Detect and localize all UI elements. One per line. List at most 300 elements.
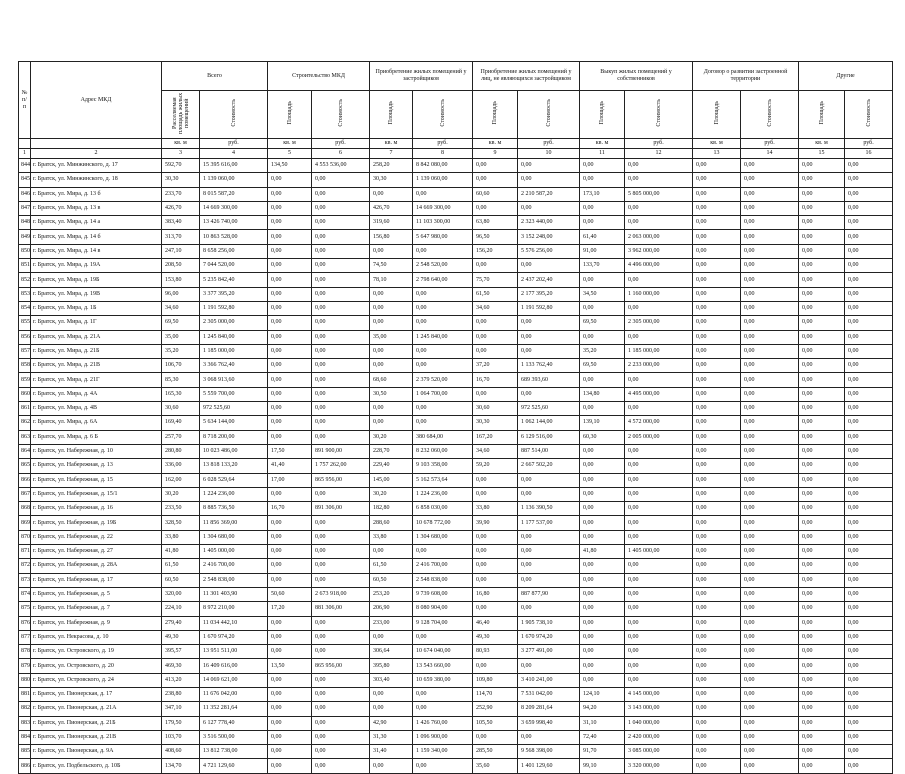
value-cell: 0,00 bbox=[312, 301, 370, 315]
row-number: 846 bbox=[19, 187, 31, 201]
value-cell: 145,00 bbox=[370, 473, 413, 487]
value-cell: 0,00 bbox=[799, 416, 845, 430]
value-cell: 0,00 bbox=[799, 444, 845, 458]
value-cell: 17,20 bbox=[268, 602, 312, 616]
value-cell: 4 721 129,60 bbox=[200, 759, 268, 773]
value-cell: 0,00 bbox=[625, 673, 693, 687]
value-cell: 0,00 bbox=[741, 745, 799, 759]
value-cell: 0,00 bbox=[845, 344, 893, 358]
header-address: Адрес МКД bbox=[31, 62, 162, 139]
table-row bbox=[19, 716, 893, 730]
value-cell: 9 103 358,00 bbox=[413, 459, 473, 473]
value-cell: 1 139 060,00 bbox=[200, 173, 268, 187]
address-cell: г. Братск, ул. Мира, д. 13 в bbox=[31, 201, 162, 215]
value-cell: 0,00 bbox=[580, 159, 625, 173]
value-cell: 0,00 bbox=[312, 230, 370, 244]
row-number: 880 bbox=[19, 673, 31, 687]
value-cell: 0,00 bbox=[693, 187, 741, 201]
value-cell: 3 410 241,00 bbox=[518, 673, 580, 687]
value-cell: 0,00 bbox=[518, 316, 580, 330]
row-number: 848 bbox=[19, 216, 31, 230]
header-cost: Стоимость bbox=[625, 91, 693, 139]
value-cell: 257,70 bbox=[162, 430, 200, 444]
table-row bbox=[19, 287, 893, 301]
value-cell: 3 068 913,60 bbox=[200, 373, 268, 387]
value-cell: 4 553 536,00 bbox=[312, 159, 370, 173]
value-cell: 0,00 bbox=[370, 344, 413, 358]
address-cell: г. Братск, ул. Мира, д. 1Б bbox=[31, 301, 162, 315]
unit-rub: руб. bbox=[845, 139, 893, 149]
value-cell: 7 531 042,00 bbox=[518, 687, 580, 701]
value-cell: 0,00 bbox=[693, 430, 741, 444]
value-cell: 0,00 bbox=[518, 473, 580, 487]
value-cell: 0,00 bbox=[312, 630, 370, 644]
value-cell: 3 143 000,00 bbox=[625, 702, 693, 716]
value-cell: 0,00 bbox=[799, 587, 845, 601]
value-cell: 0,00 bbox=[518, 573, 580, 587]
table-row bbox=[19, 173, 893, 187]
value-cell: 2 673 918,00 bbox=[312, 587, 370, 601]
value-cell: 0,00 bbox=[580, 573, 625, 587]
value-cell: 0,00 bbox=[799, 344, 845, 358]
address-cell: г. Братск, ул. Мира, д. 21А bbox=[31, 330, 162, 344]
value-cell: 0,00 bbox=[693, 516, 741, 530]
address-cell: г. Братск, ул. Мира, д. 1Г bbox=[31, 316, 162, 330]
value-cell: 288,60 bbox=[370, 516, 413, 530]
value-cell: 1 133 762,40 bbox=[518, 359, 580, 373]
value-cell: 2 379 520,00 bbox=[413, 373, 473, 387]
value-cell: 891 306,00 bbox=[312, 502, 370, 516]
value-cell: 0,00 bbox=[625, 473, 693, 487]
value-cell: 60,60 bbox=[473, 187, 518, 201]
value-cell: 5 162 573,64 bbox=[413, 473, 473, 487]
value-cell: 0,00 bbox=[693, 487, 741, 501]
value-cell: 134,50 bbox=[268, 159, 312, 173]
value-cell: 0,00 bbox=[799, 216, 845, 230]
value-cell: 228,70 bbox=[370, 444, 413, 458]
value-cell: 6 127 778,40 bbox=[200, 716, 268, 730]
value-cell: 0,00 bbox=[845, 387, 893, 401]
value-cell: 61,50 bbox=[162, 559, 200, 573]
mkd-table bbox=[18, 61, 893, 774]
value-cell: 0,00 bbox=[312, 330, 370, 344]
address-cell: г. Братск, ул. Подбельского, д. 10Б bbox=[31, 759, 162, 773]
value-cell: 0,00 bbox=[741, 173, 799, 187]
value-cell: 0,00 bbox=[693, 659, 741, 673]
value-cell: 0,00 bbox=[799, 545, 845, 559]
value-cell: 0,00 bbox=[741, 230, 799, 244]
address-cell: г. Братск, ул. Набережная, д. 9 bbox=[31, 616, 162, 630]
value-cell: 105,50 bbox=[473, 716, 518, 730]
value-cell: 0,00 bbox=[268, 259, 312, 273]
value-cell: 0,00 bbox=[518, 259, 580, 273]
value-cell: 1 040 000,00 bbox=[625, 716, 693, 730]
value-cell: 0,00 bbox=[845, 402, 893, 416]
value-cell: 11 301 403,90 bbox=[200, 587, 268, 601]
value-cell: 59,20 bbox=[473, 459, 518, 473]
unit-cell bbox=[31, 139, 162, 149]
value-cell: 35,00 bbox=[370, 330, 413, 344]
table-row bbox=[19, 673, 893, 687]
value-cell: 156,20 bbox=[473, 244, 518, 258]
value-cell: 229,40 bbox=[370, 459, 413, 473]
value-cell: 0,00 bbox=[741, 659, 799, 673]
row-number: 883 bbox=[19, 716, 31, 730]
address-cell: г. Братск, ул. Островского, д. 20 bbox=[31, 659, 162, 673]
table-row bbox=[19, 201, 893, 215]
value-cell: 156,80 bbox=[370, 230, 413, 244]
value-cell: 0,00 bbox=[845, 459, 893, 473]
header-area: Площадь bbox=[268, 91, 312, 139]
table-row bbox=[19, 187, 893, 201]
unit-area: кв. м bbox=[580, 139, 625, 149]
unit-area: кв. м bbox=[799, 139, 845, 149]
value-cell: 0,00 bbox=[845, 216, 893, 230]
value-cell: 0,00 bbox=[741, 301, 799, 315]
value-cell: 0,00 bbox=[413, 630, 473, 644]
value-cell: 0,00 bbox=[268, 616, 312, 630]
table-row bbox=[19, 459, 893, 473]
value-cell: 320,00 bbox=[162, 587, 200, 601]
value-cell: 0,00 bbox=[268, 402, 312, 416]
row-number: 865 bbox=[19, 459, 31, 473]
address-cell: г. Братск, ул. Набережная, д. 10 bbox=[31, 444, 162, 458]
address-cell: г. Братск, ул. Набережная, д. 16 bbox=[31, 502, 162, 516]
value-cell: 887 514,00 bbox=[518, 444, 580, 458]
header-group-development: Договор о развитии застроенной территории bbox=[693, 62, 799, 91]
value-cell: 0,00 bbox=[845, 273, 893, 287]
value-cell: 31,30 bbox=[370, 730, 413, 744]
table-row bbox=[19, 530, 893, 544]
value-cell: 8 658 256,00 bbox=[200, 244, 268, 258]
value-cell: 0,00 bbox=[312, 559, 370, 573]
value-cell: 0,00 bbox=[580, 673, 625, 687]
value-cell: 35,20 bbox=[162, 344, 200, 358]
value-cell: 0,00 bbox=[268, 745, 312, 759]
value-cell: 0,00 bbox=[741, 587, 799, 601]
unit-area: кв. м bbox=[268, 139, 312, 149]
value-cell: 10 863 528,00 bbox=[200, 230, 268, 244]
value-cell: 0,00 bbox=[741, 259, 799, 273]
value-cell: 0,00 bbox=[580, 487, 625, 501]
value-cell: 1 160 000,00 bbox=[625, 287, 693, 301]
value-cell: 1 224 236,00 bbox=[200, 487, 268, 501]
value-cell: 0,00 bbox=[693, 545, 741, 559]
value-cell: 0,00 bbox=[693, 359, 741, 373]
value-cell: 0,00 bbox=[625, 587, 693, 601]
value-cell: 328,50 bbox=[162, 516, 200, 530]
value-cell: 0,00 bbox=[625, 201, 693, 215]
value-cell: 103,70 bbox=[162, 730, 200, 744]
value-cell: 69,50 bbox=[162, 316, 200, 330]
value-cell: 96,00 bbox=[162, 287, 200, 301]
value-cell: 280,80 bbox=[162, 444, 200, 458]
value-cell: 17,50 bbox=[268, 444, 312, 458]
col-num: 13 bbox=[693, 149, 741, 159]
value-cell: 0,00 bbox=[413, 344, 473, 358]
value-cell: 0,00 bbox=[518, 387, 580, 401]
value-cell: 33,80 bbox=[370, 530, 413, 544]
table-row bbox=[19, 273, 893, 287]
value-cell: 1 096 900,00 bbox=[413, 730, 473, 744]
value-cell: 0,00 bbox=[370, 287, 413, 301]
value-cell: 0,00 bbox=[845, 159, 893, 173]
value-cell: 0,00 bbox=[741, 502, 799, 516]
value-cell: 0,00 bbox=[741, 187, 799, 201]
value-cell: 0,00 bbox=[268, 530, 312, 544]
value-cell: 0,00 bbox=[845, 687, 893, 701]
value-cell: 0,00 bbox=[693, 444, 741, 458]
value-cell: 0,00 bbox=[370, 687, 413, 701]
value-cell: 0,00 bbox=[580, 402, 625, 416]
value-cell: 258,20 bbox=[370, 159, 413, 173]
value-cell: 8 232 060,00 bbox=[413, 444, 473, 458]
value-cell: 208,50 bbox=[162, 259, 200, 273]
value-cell: 0,00 bbox=[370, 316, 413, 330]
value-cell: 0,00 bbox=[473, 159, 518, 173]
value-cell: 0,00 bbox=[845, 316, 893, 330]
col-num: 9 bbox=[473, 149, 518, 159]
value-cell: 34,50 bbox=[580, 287, 625, 301]
value-cell: 3 516 500,00 bbox=[200, 730, 268, 744]
value-cell: 469,30 bbox=[162, 659, 200, 673]
value-cell: 0,00 bbox=[741, 359, 799, 373]
table-row bbox=[19, 545, 893, 559]
value-cell: 0,00 bbox=[845, 473, 893, 487]
value-cell: 99,10 bbox=[580, 759, 625, 773]
value-cell: 0,00 bbox=[799, 187, 845, 201]
value-cell: 0,00 bbox=[312, 645, 370, 659]
value-cell: 0,00 bbox=[799, 301, 845, 315]
value-cell: 0,00 bbox=[799, 645, 845, 659]
value-cell: 0,00 bbox=[693, 716, 741, 730]
value-cell: 0,00 bbox=[799, 230, 845, 244]
unit-rub: руб. bbox=[413, 139, 473, 149]
value-cell: 0,00 bbox=[741, 244, 799, 258]
value-cell: 887 877,90 bbox=[518, 587, 580, 601]
value-cell: 0,00 bbox=[413, 244, 473, 258]
value-cell: 11 856 369,00 bbox=[200, 516, 268, 530]
header-row-num: № п/п bbox=[19, 62, 31, 139]
value-cell: 0,00 bbox=[741, 273, 799, 287]
value-cell: 6 858 030,00 bbox=[413, 502, 473, 516]
value-cell: 0,00 bbox=[693, 573, 741, 587]
value-cell: 16 409 616,00 bbox=[200, 659, 268, 673]
value-cell: 2 548 838,00 bbox=[413, 573, 473, 587]
value-cell: 0,00 bbox=[268, 687, 312, 701]
address-cell: г. Братск, ул. Мира, д. 21Б bbox=[31, 344, 162, 358]
col-num: 5 bbox=[268, 149, 312, 159]
value-cell: 0,00 bbox=[580, 559, 625, 573]
value-cell: 0,00 bbox=[741, 430, 799, 444]
value-cell: 0,00 bbox=[268, 187, 312, 201]
value-cell: 46,40 bbox=[473, 616, 518, 630]
value-cell: 3 320 000,00 bbox=[625, 759, 693, 773]
value-cell: 380 684,00 bbox=[413, 430, 473, 444]
value-cell: 3 152 248,00 bbox=[518, 230, 580, 244]
value-cell: 252,90 bbox=[473, 702, 518, 716]
value-cell: 0,00 bbox=[741, 459, 799, 473]
value-cell: 8 209 281,64 bbox=[518, 702, 580, 716]
header-area: Площадь bbox=[799, 91, 845, 139]
value-cell: 0,00 bbox=[741, 545, 799, 559]
value-cell: 139,10 bbox=[580, 416, 625, 430]
row-number: 861 bbox=[19, 402, 31, 416]
value-cell: 0,00 bbox=[268, 516, 312, 530]
table-row bbox=[19, 416, 893, 430]
value-cell: 0,00 bbox=[312, 216, 370, 230]
value-cell: 0,00 bbox=[799, 745, 845, 759]
table-row bbox=[19, 587, 893, 601]
value-cell: 0,00 bbox=[741, 487, 799, 501]
col-num: 16 bbox=[845, 149, 893, 159]
value-cell: 2 005 000,00 bbox=[625, 430, 693, 444]
value-cell: 1 159 340,00 bbox=[413, 745, 473, 759]
value-cell: 0,00 bbox=[693, 387, 741, 401]
value-cell: 167,20 bbox=[473, 430, 518, 444]
value-cell: 0,00 bbox=[268, 673, 312, 687]
address-cell: г. Братск, ул. Пионерская, д. 17 bbox=[31, 687, 162, 701]
value-cell: 8 080 904,00 bbox=[413, 602, 473, 616]
value-cell: 0,00 bbox=[580, 301, 625, 315]
row-number: 867 bbox=[19, 487, 31, 501]
unit-rub: руб. bbox=[741, 139, 799, 149]
value-cell: 0,00 bbox=[625, 616, 693, 630]
value-cell: 0,00 bbox=[370, 759, 413, 773]
value-cell: 0,00 bbox=[799, 716, 845, 730]
value-cell: 1 304 680,00 bbox=[413, 530, 473, 544]
header-cost: Стоимость bbox=[312, 91, 370, 139]
value-cell: 30,50 bbox=[370, 387, 413, 401]
value-cell: 0,00 bbox=[625, 659, 693, 673]
value-cell: 0,00 bbox=[741, 616, 799, 630]
value-cell: 0,00 bbox=[312, 730, 370, 744]
value-cell: 33,80 bbox=[473, 502, 518, 516]
address-cell: г. Братск, ул. Мира, д. 14 б bbox=[31, 230, 162, 244]
value-cell: 2 416 700,00 bbox=[413, 559, 473, 573]
unit-rub: руб. bbox=[312, 139, 370, 149]
row-number: 859 bbox=[19, 373, 31, 387]
value-cell: 0,00 bbox=[693, 730, 741, 744]
value-cell: 30,20 bbox=[370, 430, 413, 444]
header-group-buyout: Выкуп жилых помещений у собственников bbox=[580, 62, 693, 91]
table-row bbox=[19, 430, 893, 444]
value-cell: 0,00 bbox=[312, 530, 370, 544]
value-cell: 0,00 bbox=[799, 730, 845, 744]
value-cell: 279,40 bbox=[162, 616, 200, 630]
value-cell: 0,00 bbox=[268, 416, 312, 430]
table-row bbox=[19, 387, 893, 401]
value-cell: 0,00 bbox=[741, 730, 799, 744]
value-cell: 0,00 bbox=[312, 687, 370, 701]
value-cell: 0,00 bbox=[693, 216, 741, 230]
value-cell: 0,00 bbox=[741, 444, 799, 458]
value-cell: 4 572 000,00 bbox=[625, 416, 693, 430]
value-cell: 0,00 bbox=[268, 201, 312, 215]
value-cell: 9 128 704,00 bbox=[413, 616, 473, 630]
value-cell: 0,00 bbox=[413, 545, 473, 559]
value-cell: 0,00 bbox=[799, 473, 845, 487]
value-cell: 0,00 bbox=[741, 702, 799, 716]
value-cell: 0,00 bbox=[799, 244, 845, 258]
address-cell: г. Братск, ул. Набережная, д. 13 bbox=[31, 459, 162, 473]
value-cell: 1 062 144,00 bbox=[518, 416, 580, 430]
value-cell: 0,00 bbox=[312, 259, 370, 273]
value-cell: 39,90 bbox=[473, 516, 518, 530]
value-cell: 0,00 bbox=[518, 344, 580, 358]
value-cell: 72,40 bbox=[580, 730, 625, 744]
value-cell: 0,00 bbox=[693, 273, 741, 287]
address-cell: г. Братск, ул. Мира, д. 6А bbox=[31, 416, 162, 430]
value-cell: 0,00 bbox=[473, 530, 518, 544]
value-cell: 0,00 bbox=[741, 530, 799, 544]
value-cell: 303,40 bbox=[370, 673, 413, 687]
value-cell: 0,00 bbox=[580, 645, 625, 659]
value-cell: 0,00 bbox=[845, 244, 893, 258]
value-cell: 306,64 bbox=[370, 645, 413, 659]
value-cell: 0,00 bbox=[799, 487, 845, 501]
value-cell: 30,30 bbox=[162, 173, 200, 187]
header-group-other: Другие bbox=[799, 62, 893, 91]
value-cell: 0,00 bbox=[580, 530, 625, 544]
value-cell: 0,00 bbox=[693, 159, 741, 173]
value-cell: 13 426 740,00 bbox=[200, 216, 268, 230]
value-cell: 2 305 000,00 bbox=[200, 316, 268, 330]
value-cell: 9 739 608,00 bbox=[413, 587, 473, 601]
value-cell: 0,00 bbox=[625, 273, 693, 287]
value-cell: 0,00 bbox=[370, 402, 413, 416]
value-cell: 0,00 bbox=[799, 687, 845, 701]
value-cell: 0,00 bbox=[741, 759, 799, 773]
value-cell: 0,00 bbox=[473, 602, 518, 616]
value-cell: 0,00 bbox=[473, 473, 518, 487]
table-row bbox=[19, 759, 893, 773]
value-cell: 865 956,00 bbox=[312, 659, 370, 673]
value-cell: 30,60 bbox=[162, 402, 200, 416]
value-cell: 61,40 bbox=[580, 230, 625, 244]
value-cell: 2 233 000,00 bbox=[625, 359, 693, 373]
value-cell: 0,00 bbox=[799, 673, 845, 687]
value-cell: 0,00 bbox=[312, 545, 370, 559]
value-cell: 881 306,00 bbox=[312, 602, 370, 616]
value-cell: 0,00 bbox=[268, 545, 312, 559]
value-cell: 0,00 bbox=[799, 659, 845, 673]
value-cell: 0,00 bbox=[312, 402, 370, 416]
value-cell: 0,00 bbox=[625, 459, 693, 473]
value-cell: 0,00 bbox=[845, 645, 893, 659]
value-cell: 0,00 bbox=[799, 402, 845, 416]
value-cell: 61,50 bbox=[473, 287, 518, 301]
value-cell: 1 177 537,00 bbox=[518, 516, 580, 530]
value-cell: 0,00 bbox=[268, 373, 312, 387]
value-cell: 2 798 640,00 bbox=[413, 273, 473, 287]
header-group-total: Всего bbox=[162, 62, 268, 91]
value-cell: 85,30 bbox=[162, 373, 200, 387]
value-cell: 0,00 bbox=[799, 287, 845, 301]
value-cell: 0,00 bbox=[580, 216, 625, 230]
table-row bbox=[19, 702, 893, 716]
row-number: 847 bbox=[19, 201, 31, 215]
value-cell: 0,00 bbox=[693, 673, 741, 687]
value-cell: 1 905 738,10 bbox=[518, 616, 580, 630]
value-cell: 0,00 bbox=[625, 559, 693, 573]
row-number: 876 bbox=[19, 616, 31, 630]
value-cell: 11 103 300,00 bbox=[413, 216, 473, 230]
value-cell: 0,00 bbox=[268, 287, 312, 301]
value-cell: 0,00 bbox=[799, 459, 845, 473]
value-cell: 0,00 bbox=[312, 573, 370, 587]
value-cell: 0,00 bbox=[625, 330, 693, 344]
